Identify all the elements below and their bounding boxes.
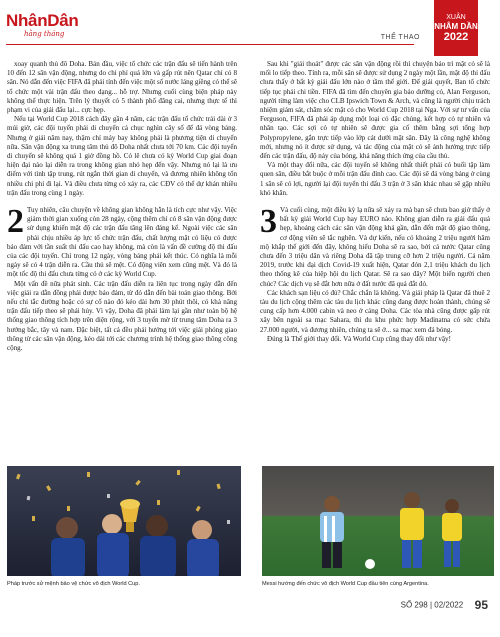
dropcap-paragraph-text: Tuy nhiên, câu chuyện về không gian không hẳn là tích cực như vậy. Việc giảm thời gian xuống còn 28 ngày, cộng thêm chỉ có 8 sân vận động được sử dụng khiến mật độ các trận đấu tăng lên đáng kể. Ngoài việc các sân phải chịu nhiều áp lực tổ chức trận đấu, chất lượng mặt cỏ liệu có được bảo đảm với tần suất thi đấu cao hay không, mà còn là vấn đề cường độ thi đấu của các đội tuyển. Chỉ trong 12 ngày, vòng bảng phải kết thúc. Có nghĩa là mỗi ngày sẽ có 4 trận diễn ra. Cầu thủ sẽ mệt. Có động viên xem cũng mệt. Và đó là một tốc độ thi đấu chưa từng có ở các kỳ World Cup. <box>7 206 237 279</box>
paragraph: xoay quanh thủ đô Doha. Bản đầu, việc tổ chức các trận đấu sẽ tiến hành trên 10 đến 12 sân vận động, nhưng do chi phí quá lớn và gấp rút nên Qatar chỉ có 8 sân. Nó dẫn đến việc FIFA đã phải tính đến việc một số nước láng giềng có thể sẽ tổ chức một vài trận đấu theo dạng... hỗ trợ. Nhưng cuối cùng biện pháp này không thể thực hiện. Trên lý thuyết có 5 thành phố đăng cai, nhưng thực tế thì phạm vi của giải đấu lại... cực hẹp. <box>7 60 237 115</box>
logo-sub-text: hằng tháng <box>24 30 65 38</box>
paragraph: Nếu tại World Cup 2018 cách đây gần 4 năm, các trận đấu tổ chức trải dài ở 3 múi giờ, các đội tuyển phải di chuyển cả chục nghìn cây số để đá vòng bảng. Nhưng ở giải năm nay, thậm chí máy bay không phải là phương tiện di chuyển nữa. Sân vận động xa trung tâm thủ đô Doha nhất chưa tới 70 km. Các đội tuyển di chuyển sẽ không quá 1 giờ đồng hồ. Có lẽ chưa có kỳ World Cup giai đoạn hiện đại nào lại diễn ra trong không gian nhỏ hẹp đến vậy. Nhưng nó lại là ưu điểm với tình tập trung, rút ngắn thời gian di chuyển, và đương nhiên không tốn nhiều chi phí đi lại. Và điều chưa từng có xảy ra, các CĐV có thể dự khán nhiều trận đấu trong cùng 1 ngày. <box>7 115 237 197</box>
issue-info: SỐ 298 | 02/2022 <box>400 600 464 610</box>
paragraph: Và một thay đổi nữa, các đội tuyển sẽ không nhất thiết phải có buổi tập làm quen sân, điều bắt buộc ở mỗi trận đấu đỉnh cao. Các đội sẽ đá vòng bảng ở cùng 1 sân sẽ có lợi, người lại đội tuyển thi đấu 3 trận ở 3 sân khác nhau sẽ gặp nhiều khó khăn. <box>260 161 490 197</box>
paragraph: Đúng là Thế giới thay đổi. Và World Cup cũng thay đổi như vậy! <box>267 334 451 343</box>
right-column <box>260 60 490 344</box>
paragraph: Các khách sạn liệu có đủ? Chắc chắn là không. Và giải pháp là Qatar đã thuê 2 tàu du lịch cộng thêm các tàu du lịch khác cũng đang được hoàn thành, chúng sẽ cung cấp hơn 4.000 cabin và neo ở cảng Doha. Các tòa nhà cũng được gấp rút xây bên ngoài sa mạc Sahara, thì du khu phức hợp Madinatna có sức chứa 27.000 người, và đương nhiên, chúng ta sẽ ở... sa mạc xem đá bóng. <box>260 288 490 334</box>
dropcap-number: 3 <box>260 203 277 241</box>
edition-badge <box>434 0 478 56</box>
logo-main-text: NhânDân <box>6 11 79 30</box>
page-footer <box>401 596 488 614</box>
badge-line-3: 2022 <box>443 31 469 43</box>
photo-argentina-illustration <box>262 466 494 576</box>
dropcap-paragraph <box>260 203 490 289</box>
paragraph: Sau khi "giải thoát" được các sân vận động rồi thì chuyện bảo trì mặt cỏ sẽ là mối lo tiếp theo. Tính ra, mỗi sân sẽ được sử dụng 2 ngày một lần, mật độ thi đấu chưa thấy ở bất kỳ giải đấu lớn nào ở tầm thế giới. Để giải quyết, Ban tổ chức tiếp tục phải chi tiền. FIFA đã tìm đến chuyên gia bảo dưỡng cỏ, Alan Ferguson, người từng làm việc cho CLB Ipswich Town & Arch, và cũng là người chịu trách nhiệm giám sát, chăm sóc mặt cỏ cho World Cup 2018 tại Nga. Với sự tư vấn của Ferguson, FIFA đã phải áp dụng một loại cỏ đặc chủng, kết hợp cỏ tự nhiên và nhân tạo. Các sợi cỏ tự nhiên sẽ được gia cố thêm bằng sợi tổng hợp Polypropylene, gắn trực tiếp vào lớp cát dưới mặt sân. Đây là công nghệ không mới, nhưng nó ít được sử dụng, và tác động của mặt cỏ sẽ ảnh hưởng trực tiếp đến các trận đấu, độ nảy của bóng, khả năng thích ứng của cầu thủ. <box>260 60 490 161</box>
paragraph: Một vấn đề nữa phát sinh. Các trận đấu diễn ra liên tục trong ngày dẫn đến việc giải ra dẫn đồng phải được bảo đảm, từ đó dẫn đến bài toán giao thông. Bởi nếu chỉ tắc đường hoặc có sự cố nào đó kéo dài hơn 30 phút thôi, có khả năng trận đấu tiếp theo sẽ phải hủy. Vì vậy, Doha đã phải làm lại gần như toàn bộ hệ thống giao thông tích hợp trên diện rộng, với 3 tuyến mờ từ trung tâm Doha ra 3 hướng bắc, tây và nam. Đặc biệt, tất cả đều phải hướng tới việc giải phóng giao thông từ các sân vận động, kéo dài tới các chương trình hệ thống giao thông công cộng. <box>7 279 237 353</box>
header-divider <box>6 44 414 45</box>
photo-france-illustration <box>7 466 241 576</box>
photo-messi-argentina <box>262 466 494 576</box>
badge-line-1: XUÂN <box>446 14 466 21</box>
dropcap-paragraph-text: Và cuối cùng, một điều kỳ lạ nữa sẽ xảy ra mà bạn sẽ chưa bao giờ thấy ở bất kỳ giải World Cup hay EURO nào. Không gian diễn ra giải đấu quá hẹp, khoảng cách các sân vận động khá gần, dẫn đến mật độ giao thông, cơ động viên sẽ tắc nghẽn. Và dự kiến, nếu có khoảng 2 triệu người hâm mộ khắp thế giới đến đây, không hiểu Doha sẽ ra sao, bởi cả nước Qatar cũng chưa đến 3 triệu dân và riêng Doha đã tập trung cỡ hơn 2 triệu người. Cả năm 2019, trước khi đại dịch Covid-19 xuất hiện, Qatar đón 2,1 triệu khách du lịch theo thống kê của hiệp hội du lịch Qatar. Sẽ ra sao đây? Một biển người chen chúc? Các dịch vụ sẽ đắt hơn nữa ở đất nước đã quá đắt đỏ. <box>260 206 490 288</box>
left-column <box>7 60 237 353</box>
publication-logo <box>6 12 79 38</box>
badge-line-2: NHÂM DẦN <box>434 22 478 31</box>
dropcap-paragraph <box>7 203 237 280</box>
page-header <box>0 0 500 56</box>
photo-caption-left: Pháp trước sử mệnh bảo vệ chức vô địch World Cup. <box>7 581 140 587</box>
photo-caption-right: Messi hướng đến chức vô địch World Cup đầu tiên cùng Argentina. <box>262 581 429 587</box>
photo-france-celebration <box>7 466 241 576</box>
dropcap-number: 2 <box>7 203 24 241</box>
page-number: 95 <box>474 597 488 612</box>
section-label: THỂ THAO <box>380 34 420 41</box>
